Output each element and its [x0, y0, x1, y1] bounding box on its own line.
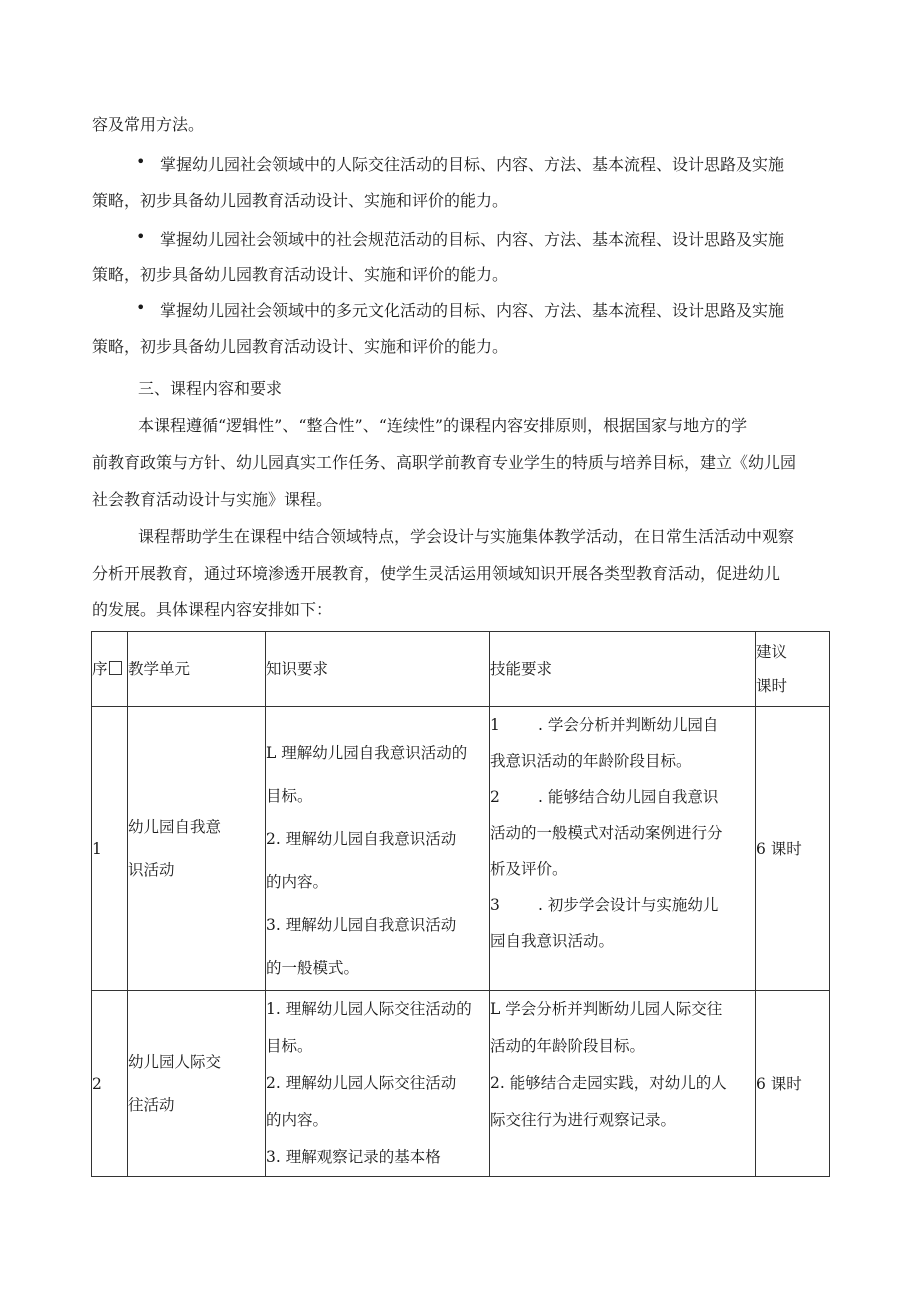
row-knowledge: 1. 理解幼儿园人际交往活动的 目标。 2. 理解幼儿园人际交往活动 的内容。 3. 理解观察记录的基本格 — [266, 991, 490, 1177]
header-hours: 建议 课时 — [756, 632, 830, 707]
section-heading: 三、课程内容和要求 — [138, 379, 283, 398]
header-unit: 教学单元 — [128, 632, 266, 707]
skill-line: L 学会分析并判断幼儿园人际交往 — [490, 1000, 723, 1018]
bullet-marker: • — [136, 227, 146, 246]
paragraph-1-line-1: 本课程遵循“逻辑性”、“整合性”、“连续性”的课程内容安排原则，根据国家与地方的学 — [138, 416, 748, 435]
paragraph-2-line-2: 分析开展教育，通过环境渗透开展教育，使学生灵活运用领域知识开展各类型教育活动，促进幼儿 — [92, 564, 781, 583]
paragraph-2-line-3: 的发展。具体课程内容安排如下： — [92, 600, 333, 619]
bullet-1-line-2: 策略，初步具备幼儿园教育活动设计、实施和评价的能力。 — [92, 191, 509, 210]
table-row — [92, 991, 830, 1177]
skill-line: 2. 能够结合走园实践，对幼儿的人 — [490, 1074, 727, 1092]
bullet-3-line-1: 掌握幼儿园社会领域中的多元文化活动的目标、内容、方法、基本流程、设计思路及实施 — [160, 301, 785, 320]
row-hours: 6 课时 — [756, 991, 830, 1177]
continued-line: 容及常用方法。 — [92, 115, 205, 134]
table-header-row — [92, 632, 830, 707]
paragraph-1-line-3: 社会教育活动设计与实施》课程。 — [92, 490, 333, 509]
skill-line: 际交往行为进行观察记录。 — [490, 1111, 677, 1129]
skill-line: 园自我意识活动。 — [490, 932, 615, 950]
row-seq: 1 — [92, 707, 128, 991]
bullet-2-line-1: 掌握幼儿园社会领域中的社会规范活动的目标、内容、方法、基本流程、设计思路及实施 — [160, 230, 785, 249]
skill-line: 析及评价。 — [490, 860, 568, 878]
row-unit: 幼儿园人际交 往活动 — [128, 991, 266, 1177]
row-knowledge: L 理解幼儿园自我意识活动的 目标。 2. 理解幼儿园自我意识活动 的内容。 3. 理解幼儿园自我意识活动 的一般模式。 — [266, 707, 490, 991]
row-unit: 幼儿园自我意 识活动 — [128, 707, 266, 991]
skill-line: 我意识活动的年龄阶段目标。 — [490, 752, 692, 770]
header-knowledge: 知识要求 — [266, 632, 490, 707]
header-seq: 序 — [92, 632, 128, 707]
missing-glyph-box — [109, 661, 122, 675]
paragraph-1-line-2: 前教育政策与方针、幼儿园真实工作任务、高职学前教育专业学生的特质与培养目标，建立《幼儿园 — [92, 453, 797, 472]
skill-line: 活动的一般模式对活动案例进行分 — [490, 824, 723, 842]
paragraph-2-line-1: 课程帮助学生在课程中结合领域特点，学会设计与实施集体教学活动，在日常生活活动中观察 — [138, 527, 795, 546]
row-skill — [490, 991, 756, 1177]
header-skill: 技能要求 — [490, 632, 756, 707]
row-seq: 2 — [92, 991, 128, 1177]
table-row — [92, 707, 830, 991]
bullet-1-line-1: 掌握幼儿园社会领域中的人际交往活动的目标、内容、方法、基本流程、设计思路及实施 — [160, 155, 785, 174]
bullet-2-line-2: 策略，初步具备幼儿园教育活动设计、实施和评价的能力。 — [92, 265, 509, 284]
skill-line: 3 . 初步学会设计与实施幼儿 — [490, 896, 719, 914]
course-content-table — [91, 631, 830, 1177]
skill-line: 1 . 学会分析并判断幼儿园自 — [490, 716, 719, 734]
bullet-marker: • — [136, 152, 146, 171]
skill-line: 2 . 能够结合幼儿园自我意识 — [490, 788, 719, 806]
row-skill — [490, 707, 756, 991]
bullet-3-line-2: 策略，初步具备幼儿园教育活动设计、实施和评价的能力。 — [92, 337, 509, 356]
skill-line: 活动的年龄阶段目标。 — [490, 1037, 646, 1055]
row-hours: 6 课时 — [756, 707, 830, 991]
bullet-marker: • — [136, 298, 146, 317]
